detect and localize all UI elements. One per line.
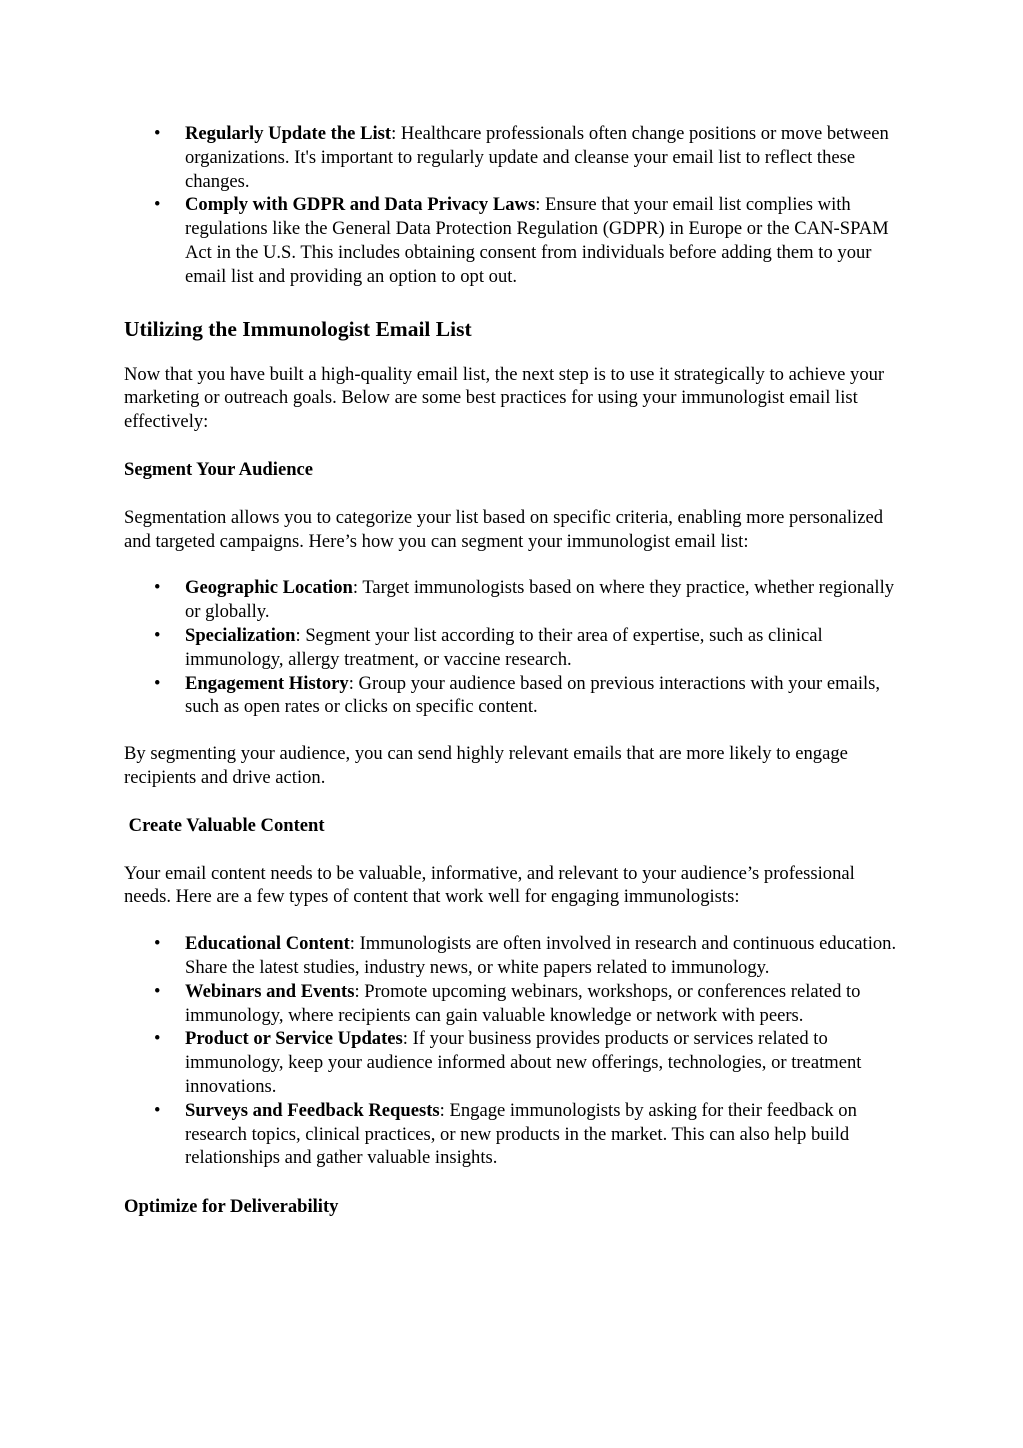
segment-intro: Segmentation allows you to categorize your list based on specific criteria, enabling more personalized and targeted campaigns. Here’s how you can segment your immunologist email list: (124, 506, 883, 552)
list-item (124, 576, 904, 624)
list-item-term: Educational Content (185, 933, 350, 955)
list-item-text: : Promote upcoming webinars, workshops, or conferences related to immunology, where recipients can gain valuable knowledge or network with peers. (185, 980, 861, 1026)
content-types-list (124, 932, 904, 1170)
list-item (124, 193, 904, 288)
list-item-text: : Ensure that your email list complies with regulations like the General Data Protection Regulation (GDPR) in Europe or the CAN-SPAM Act in the U.S. This includes obtaining consent from individuals before adding them to your email list and providing an option to opt out. (185, 194, 889, 287)
list-item-term: Webinars and Events (185, 980, 355, 1002)
section-title: Utilizing the Immunologist Email List (124, 316, 472, 341)
content-heading: Create Valuable Content (124, 814, 325, 836)
best-practices-list (124, 122, 904, 289)
list-item (124, 122, 904, 193)
list-item-text: : If your business provides products or services related to immunology, keep your audience informed about new offerings, technologies, or treatment innovations. (185, 1028, 862, 1097)
deliverability-heading: Optimize for Deliverability (124, 1196, 339, 1218)
content-intro: Your email content needs to be valuable, informative, and relevant to your audience’s professional needs. Here are a few types of content that work well for engaging immunologists: (124, 862, 855, 908)
list-item (124, 624, 904, 672)
list-item (124, 672, 904, 720)
list-item-text: : Engage immunologists by asking for their feedback on research topics, clinical practices, or new products in the market. This can also help build relationships and gather valuable insights. (185, 1099, 857, 1169)
page-content (124, 122, 904, 1219)
list-item (124, 932, 904, 980)
list-item-term: Surveys and Feedback Requests (185, 1099, 440, 1121)
list-item-term: Comply with GDPR and Data Privacy Laws (185, 194, 536, 216)
list-item-text: : Group your audience based on previous interactions with your emails, such as open rates or clicks on specific content. (185, 672, 881, 718)
list-item-term: Engagement History (185, 672, 349, 694)
segment-heading: Segment Your Audience (124, 458, 314, 480)
section-intro: Now that you have built a high-quality email list, the next step is to use it strategically to achieve your marketing or outreach goals. Below are some best practices for using your immunologist email list effectively: (124, 363, 885, 433)
list-item-term: Geographic Location (185, 577, 353, 599)
list-item-text: : Immunologists are often involved in research and continuous education. Share the latest studies, industry news, or white papers related to immunology. (185, 933, 897, 978)
list-item-term: Regularly Update the List (185, 123, 392, 144)
list-item-text: : Segment your list according to their area of expertise, such as clinical immunology, allergy treatment, or vaccine research. (185, 624, 823, 670)
segment-list (124, 576, 904, 719)
list-item-term: Product or Service Updates (185, 1028, 403, 1050)
list-item-text: : Healthcare professionals often change positions or move between organizations. It's important to regularly update and cleanse your email list to reflect these changes. (185, 123, 889, 192)
list-item-term: Specialization (185, 624, 296, 646)
segment-outro: By segmenting your audience, you can send highly relevant emails that are more likely to engage recipients and drive action. (124, 743, 848, 788)
list-item (124, 1027, 904, 1098)
list-item (124, 980, 904, 1028)
list-item (124, 1099, 904, 1170)
list-item-text: : Target immunologists based on where they practice, whether regionally or globally. (185, 577, 895, 623)
